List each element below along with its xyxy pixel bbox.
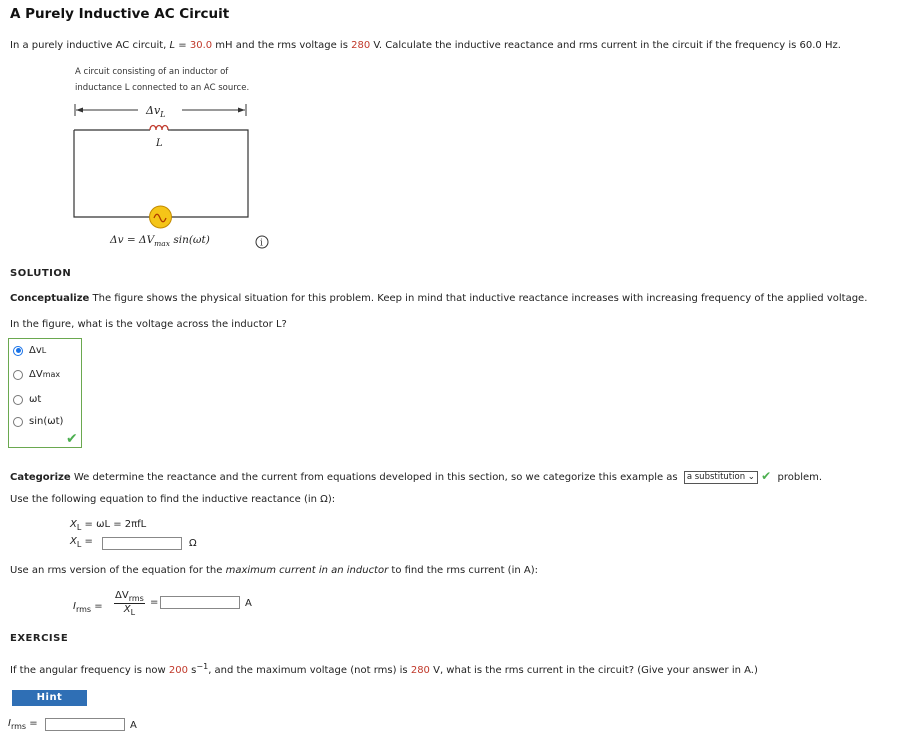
source-equation: $\Delta v = \Delta V_{max}$ sin(ωt) — [110, 234, 210, 248]
correct-check-icon: ✔ — [761, 469, 772, 483]
question-text: In the figure, what is the voltage across the inductor L? — [10, 319, 287, 330]
current-input[interactable] — [160, 596, 240, 609]
radio-button[interactable] — [13, 346, 23, 356]
option-dvl[interactable]: Δv L — [13, 345, 46, 356]
inductor-coil — [150, 126, 168, 131]
solution-heading: SOLUTION — [10, 268, 72, 279]
figure-caption: A circuit consisting of an inductor of inductance L connected to an AC source. — [75, 67, 250, 93]
exercise-current-input[interactable] — [45, 718, 125, 731]
reactance-intro: Use the following equation to find the inductive reactance (in Ω): — [10, 494, 336, 505]
problem-statement: In a purely inductive AC circuit, L = 30.0 mH and the rms voltage is 280 V. Calculate the inductive reactance and rms current in the circuit if the frequency is 60.0 Hz. — [10, 40, 841, 51]
inductance-value: 30.0 — [189, 40, 213, 51]
svg-text:i: i — [260, 238, 263, 249]
vmax-value: 280 — [410, 665, 430, 676]
ohm-unit: Ω — [189, 538, 197, 549]
page-title: A Purely Inductive AC Circuit — [10, 6, 230, 22]
categorize-text: Categorize We determine the reactance and the current from equations developed in this section, so we categorize this example as a substitution ⌄ ✔ problem. — [10, 469, 823, 483]
conceptualize-text: Conceptualize The figure shows the physical situation for this problem. Keep in mind that inductive reactance increases with increasing frequency of the applied voltage. — [10, 293, 868, 304]
option-sinwt[interactable]: sin(ωt) — [13, 416, 63, 427]
chevron-down-icon: ⌄ — [747, 471, 755, 482]
voltage-value: 280 — [351, 40, 371, 51]
dv-label: $\Delta v_L$ — [146, 104, 166, 119]
option-dvmax[interactable]: ΔV max — [13, 369, 60, 380]
correct-check-icon: ✔ — [66, 431, 78, 447]
exercise-amp-unit: A — [130, 720, 137, 731]
current-fraction: $\Delta V_{rms}$ $X_L$ — [115, 590, 144, 617]
exercise-irms-label: $I_{rms}$ = — [8, 718, 38, 731]
answer-options — [8, 338, 82, 448]
exercise-heading: EXERCISE — [10, 633, 69, 644]
radio-button[interactable] — [13, 417, 23, 427]
amp-unit: A — [245, 598, 252, 609]
exercise-text: If the angular frequency is now 200 $s^{-1}$, and the maximum voltage (not rms) is 280 V, what is the rms current in the circuit? (Give your answer in A.) — [10, 662, 758, 676]
omega-value: 200 — [168, 665, 188, 676]
categorize-select[interactable]: a substitution ⌄ — [684, 471, 758, 484]
inductor-label: L — [156, 138, 163, 149]
circuit-figure — [70, 100, 280, 260]
radio-button[interactable] — [13, 395, 23, 405]
rms-intro: Use an rms version of the equation for the maximum current in an inductor to find the rms current (in A): — [10, 565, 538, 576]
irms-label: $I_{rms}$ = — [73, 601, 103, 614]
option-wt[interactable]: ωt — [13, 394, 41, 405]
radio-button[interactable] — [13, 370, 23, 380]
ac-source-icon — [150, 206, 172, 228]
reactance-equation: $X_L = \omega L = 2\pi fL$ — [70, 519, 147, 532]
reactance-answer-row: $X_L$ = — [70, 536, 93, 549]
reactance-input[interactable] — [102, 537, 182, 550]
hint-button[interactable]: Hint — [12, 690, 87, 706]
